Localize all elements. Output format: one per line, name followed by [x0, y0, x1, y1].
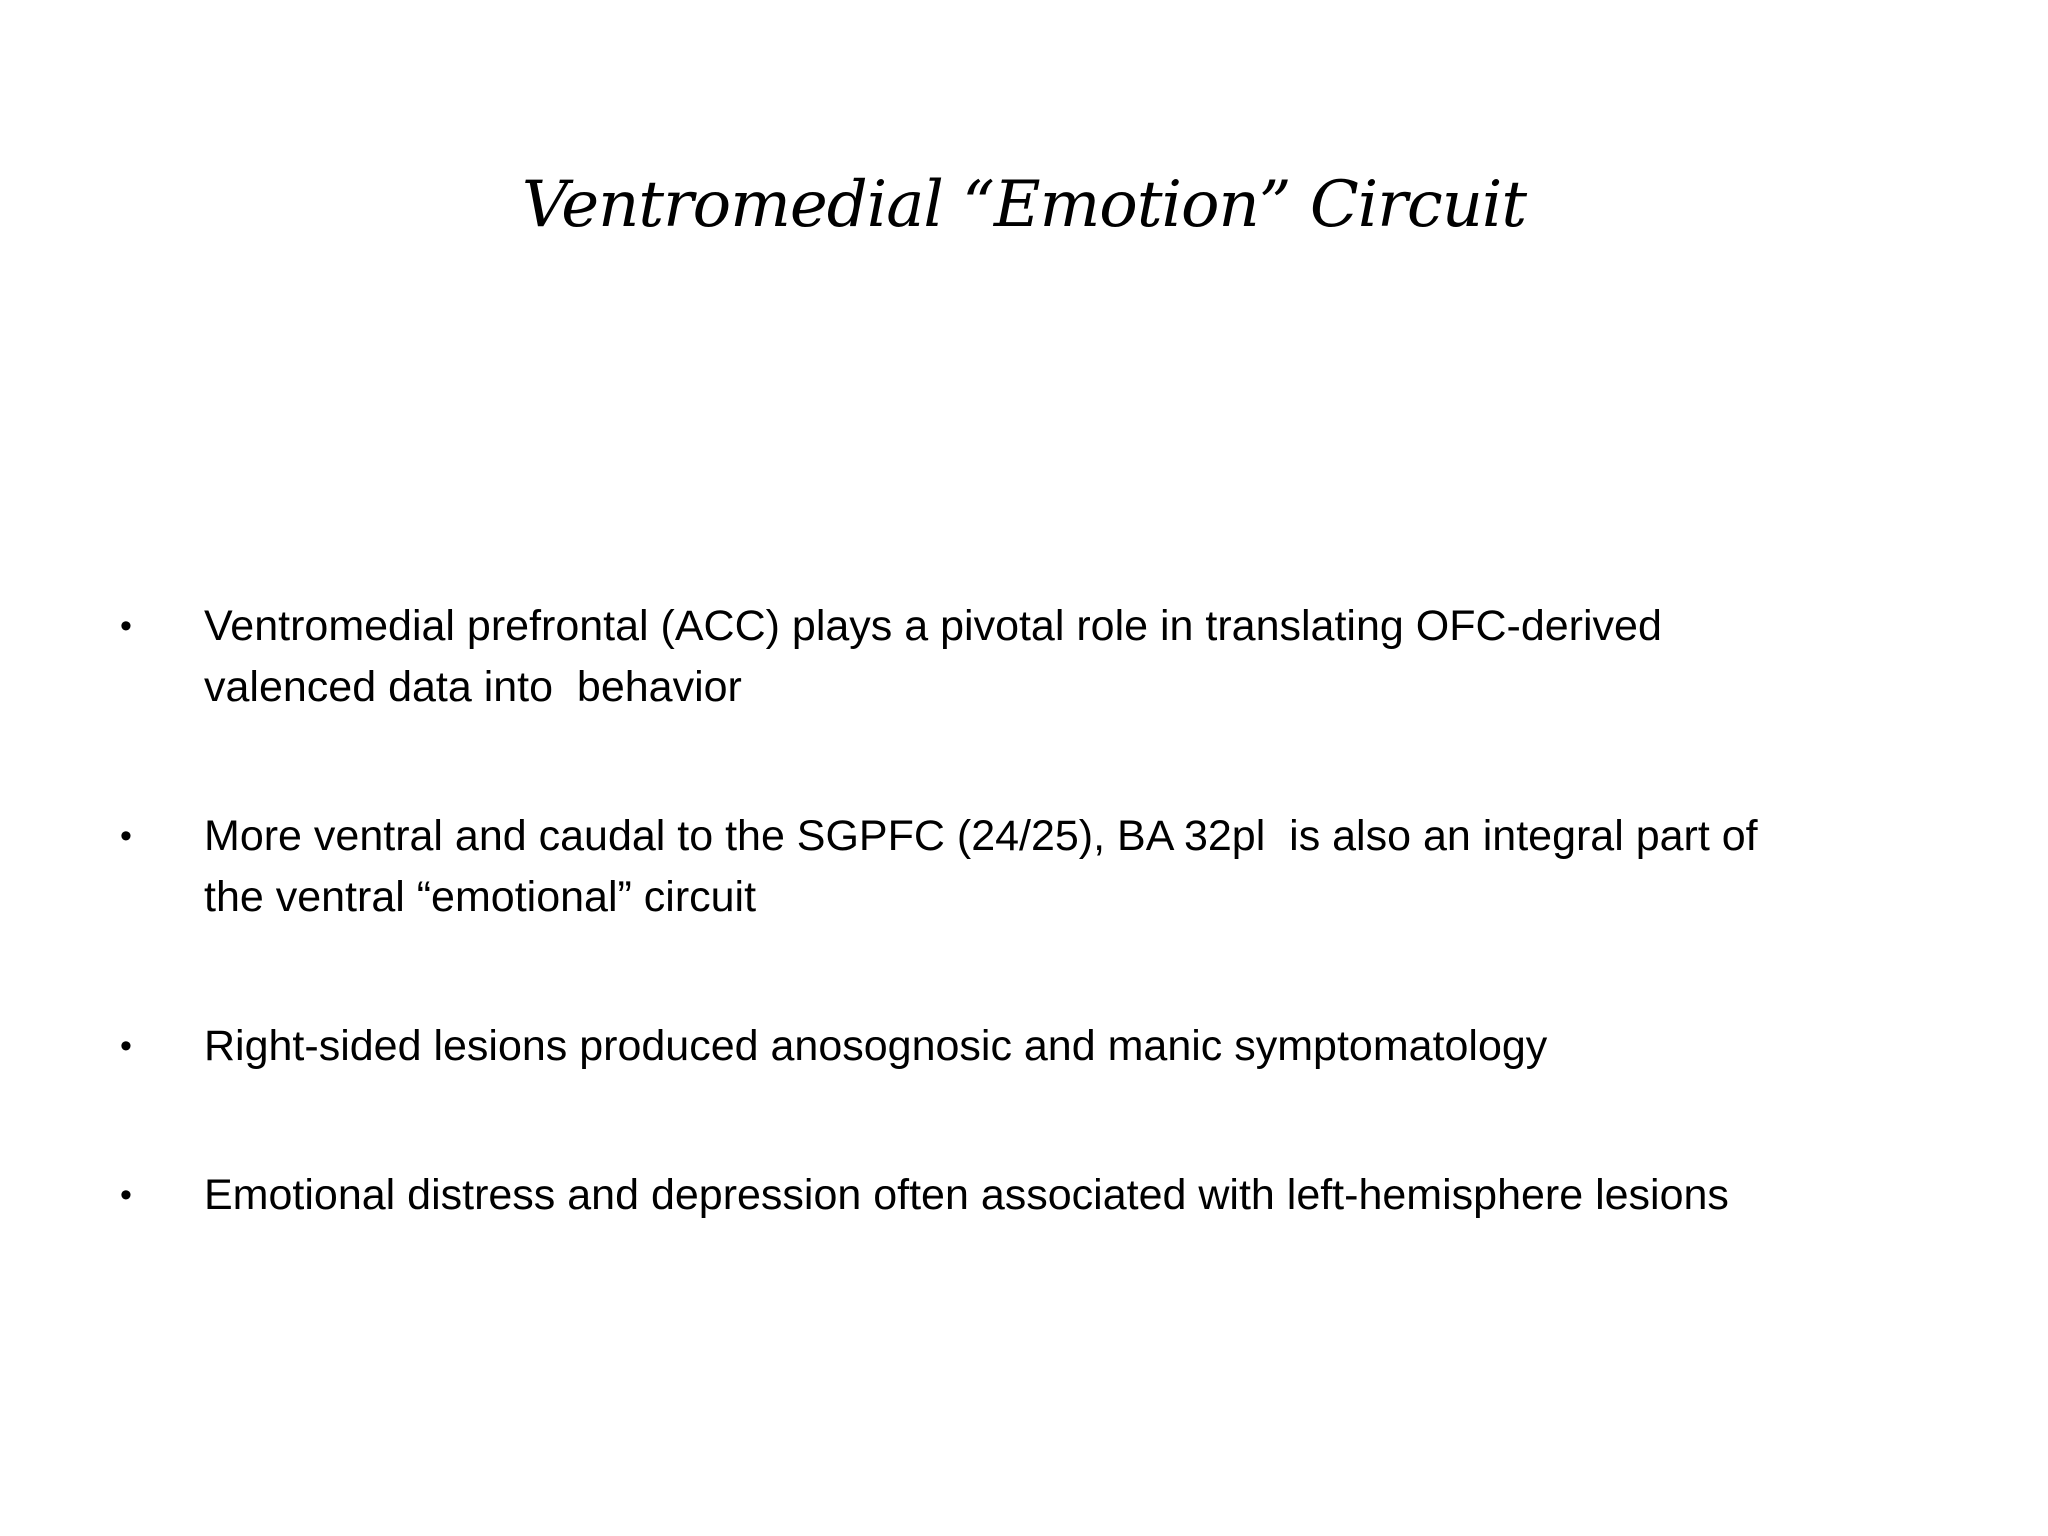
- bullet-text: Emotional distress and depression often associated with left-hemisphere lesions: [204, 1171, 1729, 1219]
- slide-title: Ventromedial “Emotion” Circuit: [521, 168, 1527, 242]
- bullet-marker: •: [120, 1027, 132, 1065]
- bullet-list: [120, 596, 1920, 1226]
- bullet-item: [120, 1165, 1920, 1226]
- bullet-text: More ventral and caudal to the SGPFC (24/25), BA 32pl is also an integral part of the ventral “emotional” circuit: [204, 812, 1758, 921]
- bullet-item: [120, 1016, 1920, 1077]
- bullet-item: [120, 596, 1920, 718]
- bullet-marker: •: [120, 1176, 132, 1214]
- bullet-item: [120, 806, 1920, 928]
- bullet-marker: •: [120, 817, 132, 855]
- bullet-marker: •: [120, 607, 132, 645]
- bullet-text: Ventromedial prefrontal (ACC) plays a pivotal role in translating OFC-derived valenced data into behavior: [204, 602, 1662, 711]
- bullet-text: Right-sided lesions produced anosognosic and manic symptomatology: [204, 1022, 1548, 1070]
